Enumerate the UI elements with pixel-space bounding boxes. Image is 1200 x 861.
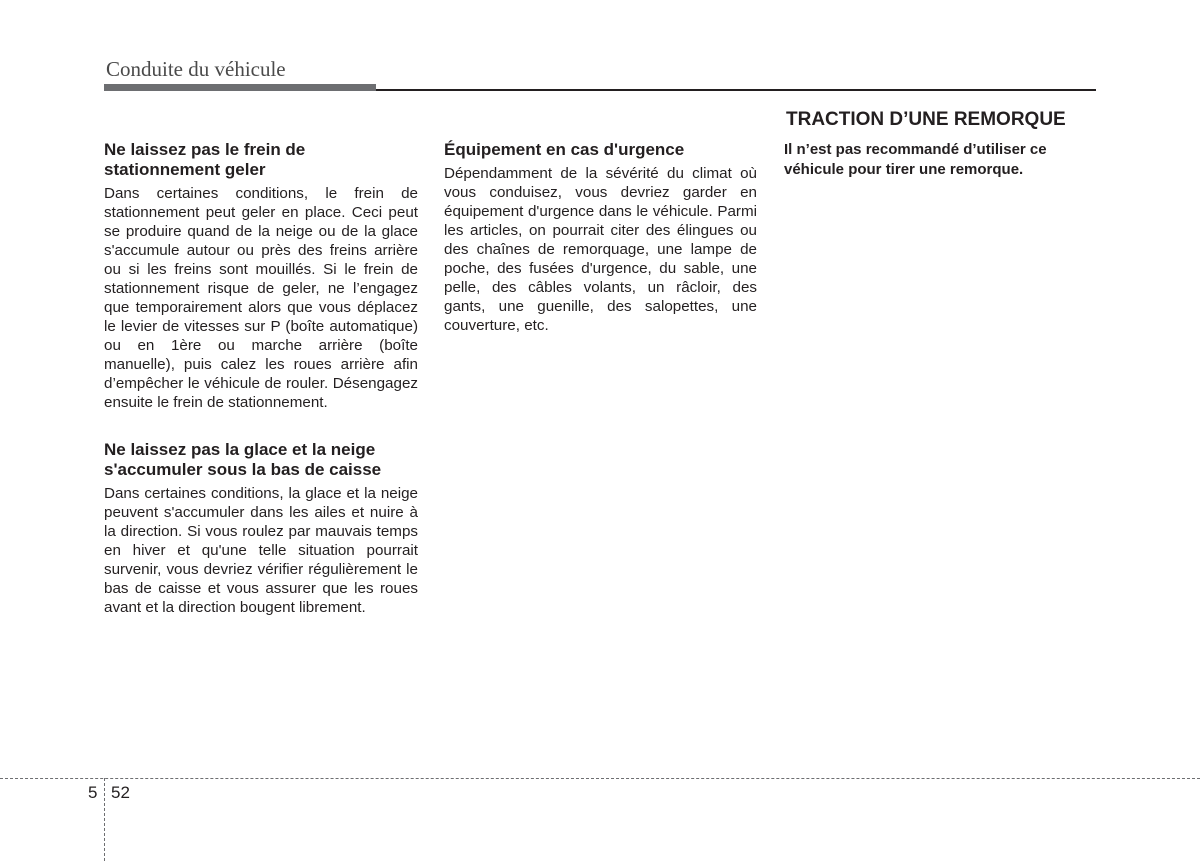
section-heading-emergency-equipment: Équipement en cas d'urgence [444,140,685,159]
footer-dashed-divider [104,778,105,861]
header-rule-thick [104,84,376,91]
column-right [784,110,1098,180]
section-body-emergency-equipment: Dépendamment de la sévérité du climat où vous conduisez, vous devriez garder en équipement d'urgence dans le véhicule. Parmi les articles, on pourrait citer des élingues ou des chaînes de remorquage, une lampe de poche, des fusées d'urgence, du sable, une pelle, des câbles volants, un râcloir, des gants, une guenille, des salopettes, une couverture, etc. [444,165,757,334]
footer-dashed-rule [0,778,1200,779]
chapter-number: 5 [88,783,98,802]
section-heading-parking-brake: Ne laissez pas le frein de stationnement geler [104,140,306,179]
column-left [104,140,418,617]
section-heading-trailer-towing: TRACTION D’UNE REMORQUE [786,109,1066,130]
header-rule-thin [376,89,1096,91]
chapter-title: Conduite du véhicule [106,57,286,81]
column-middle [444,140,757,335]
section-body-parking-brake: Dans certaines conditions, le frein de stationnement peut geler en place. Ceci peut se produire quand de la neige ou de la glace s'accumule autour ou près des freins arrière ou si les freins sont mouillés. Si le frein de stationnement risque de geler, ne l’engagez que temporairement alors que vous déplacez le levier de vitesses sur P (boîte automatique) ou en 1ère ou marche arrière (boîte manuelle), puis calez les roues arrière afin d’empêcher le véhicule de rouler. Désengagez ensuite le frein de stationnement. [104,185,418,411]
section-body-underbody: Dans certaines conditions, la glace et la neige peuvent s'accumuler dans les ailes et nuire à la direction. Si vous roulez par mauvais temps en hiver et qu'une telle situation pourrait survenir, vous devriez vérifier régulièrement le bas de caisse et vous assurer que les roues avant et la direction bougent librement. [104,485,418,616]
section-body-trailer-towing: Il n’est pas recommandé d’utiliser ce véhicule pour tirer une remorque. [784,141,1047,178]
page-number: 52 [111,783,130,802]
section-heading-underbody: Ne laissez pas la glace et la neige s'accumuler sous la bas de caisse [104,440,382,479]
